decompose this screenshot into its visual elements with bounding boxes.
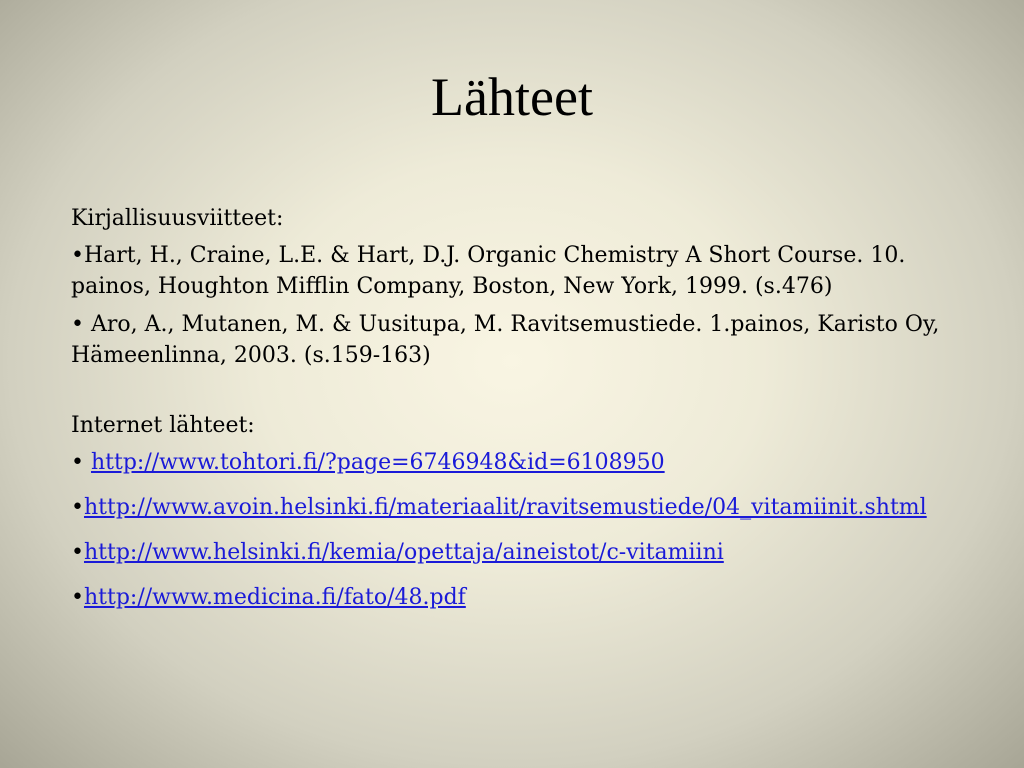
bullet: •	[71, 243, 84, 268]
link-helsinki-kemia[interactable]: http://www.helsinki.fi/kemia/opettaja/aineistot/c-vitamiini	[83, 540, 724, 565]
reference-text: Aro, A., Mutanen, M. & Uusitupa, M. Ravitsemustiede. 1.painos, Karisto Oy, Hämeenlinna, 2003. (s.159-163)	[71, 312, 940, 368]
internet-heading: Internet lähteet:	[71, 413, 255, 438]
link-item-1	[71, 447, 951, 478]
literature-ref-2	[71, 309, 951, 371]
link-tohtori[interactable]: http://www.tohtori.fi/?page=6746948&id=6108950	[90, 450, 665, 475]
bullet: •	[71, 312, 91, 337]
link-medicina[interactable]: http://www.medicina.fi/fato/48.pdf	[83, 585, 466, 610]
bullet: •	[71, 585, 84, 610]
literature-ref-1	[71, 240, 951, 302]
link-item-4	[71, 582, 951, 613]
link-item-3	[71, 537, 951, 568]
literature-heading: Kirjallisuusviitteet:	[71, 206, 284, 231]
bullet: •	[71, 540, 84, 565]
slide-title: Lähteet	[431, 67, 593, 127]
slide-content	[71, 203, 951, 627]
bullet: •	[71, 495, 84, 520]
bullet: •	[71, 450, 91, 475]
link-item-2	[71, 492, 951, 523]
reference-text: Hart, H., Craine, L.E. & Hart, D.J. Organic Chemistry A Short Course. 10. painos, Houghton Mifflin Company, Boston, New York, 1999. (s.476)	[71, 243, 906, 299]
link-avoin-helsinki[interactable]: http://www.avoin.helsinki.fi/materiaalit/ravitsemustiede/04_vitamiinit.shtml	[83, 495, 927, 520]
